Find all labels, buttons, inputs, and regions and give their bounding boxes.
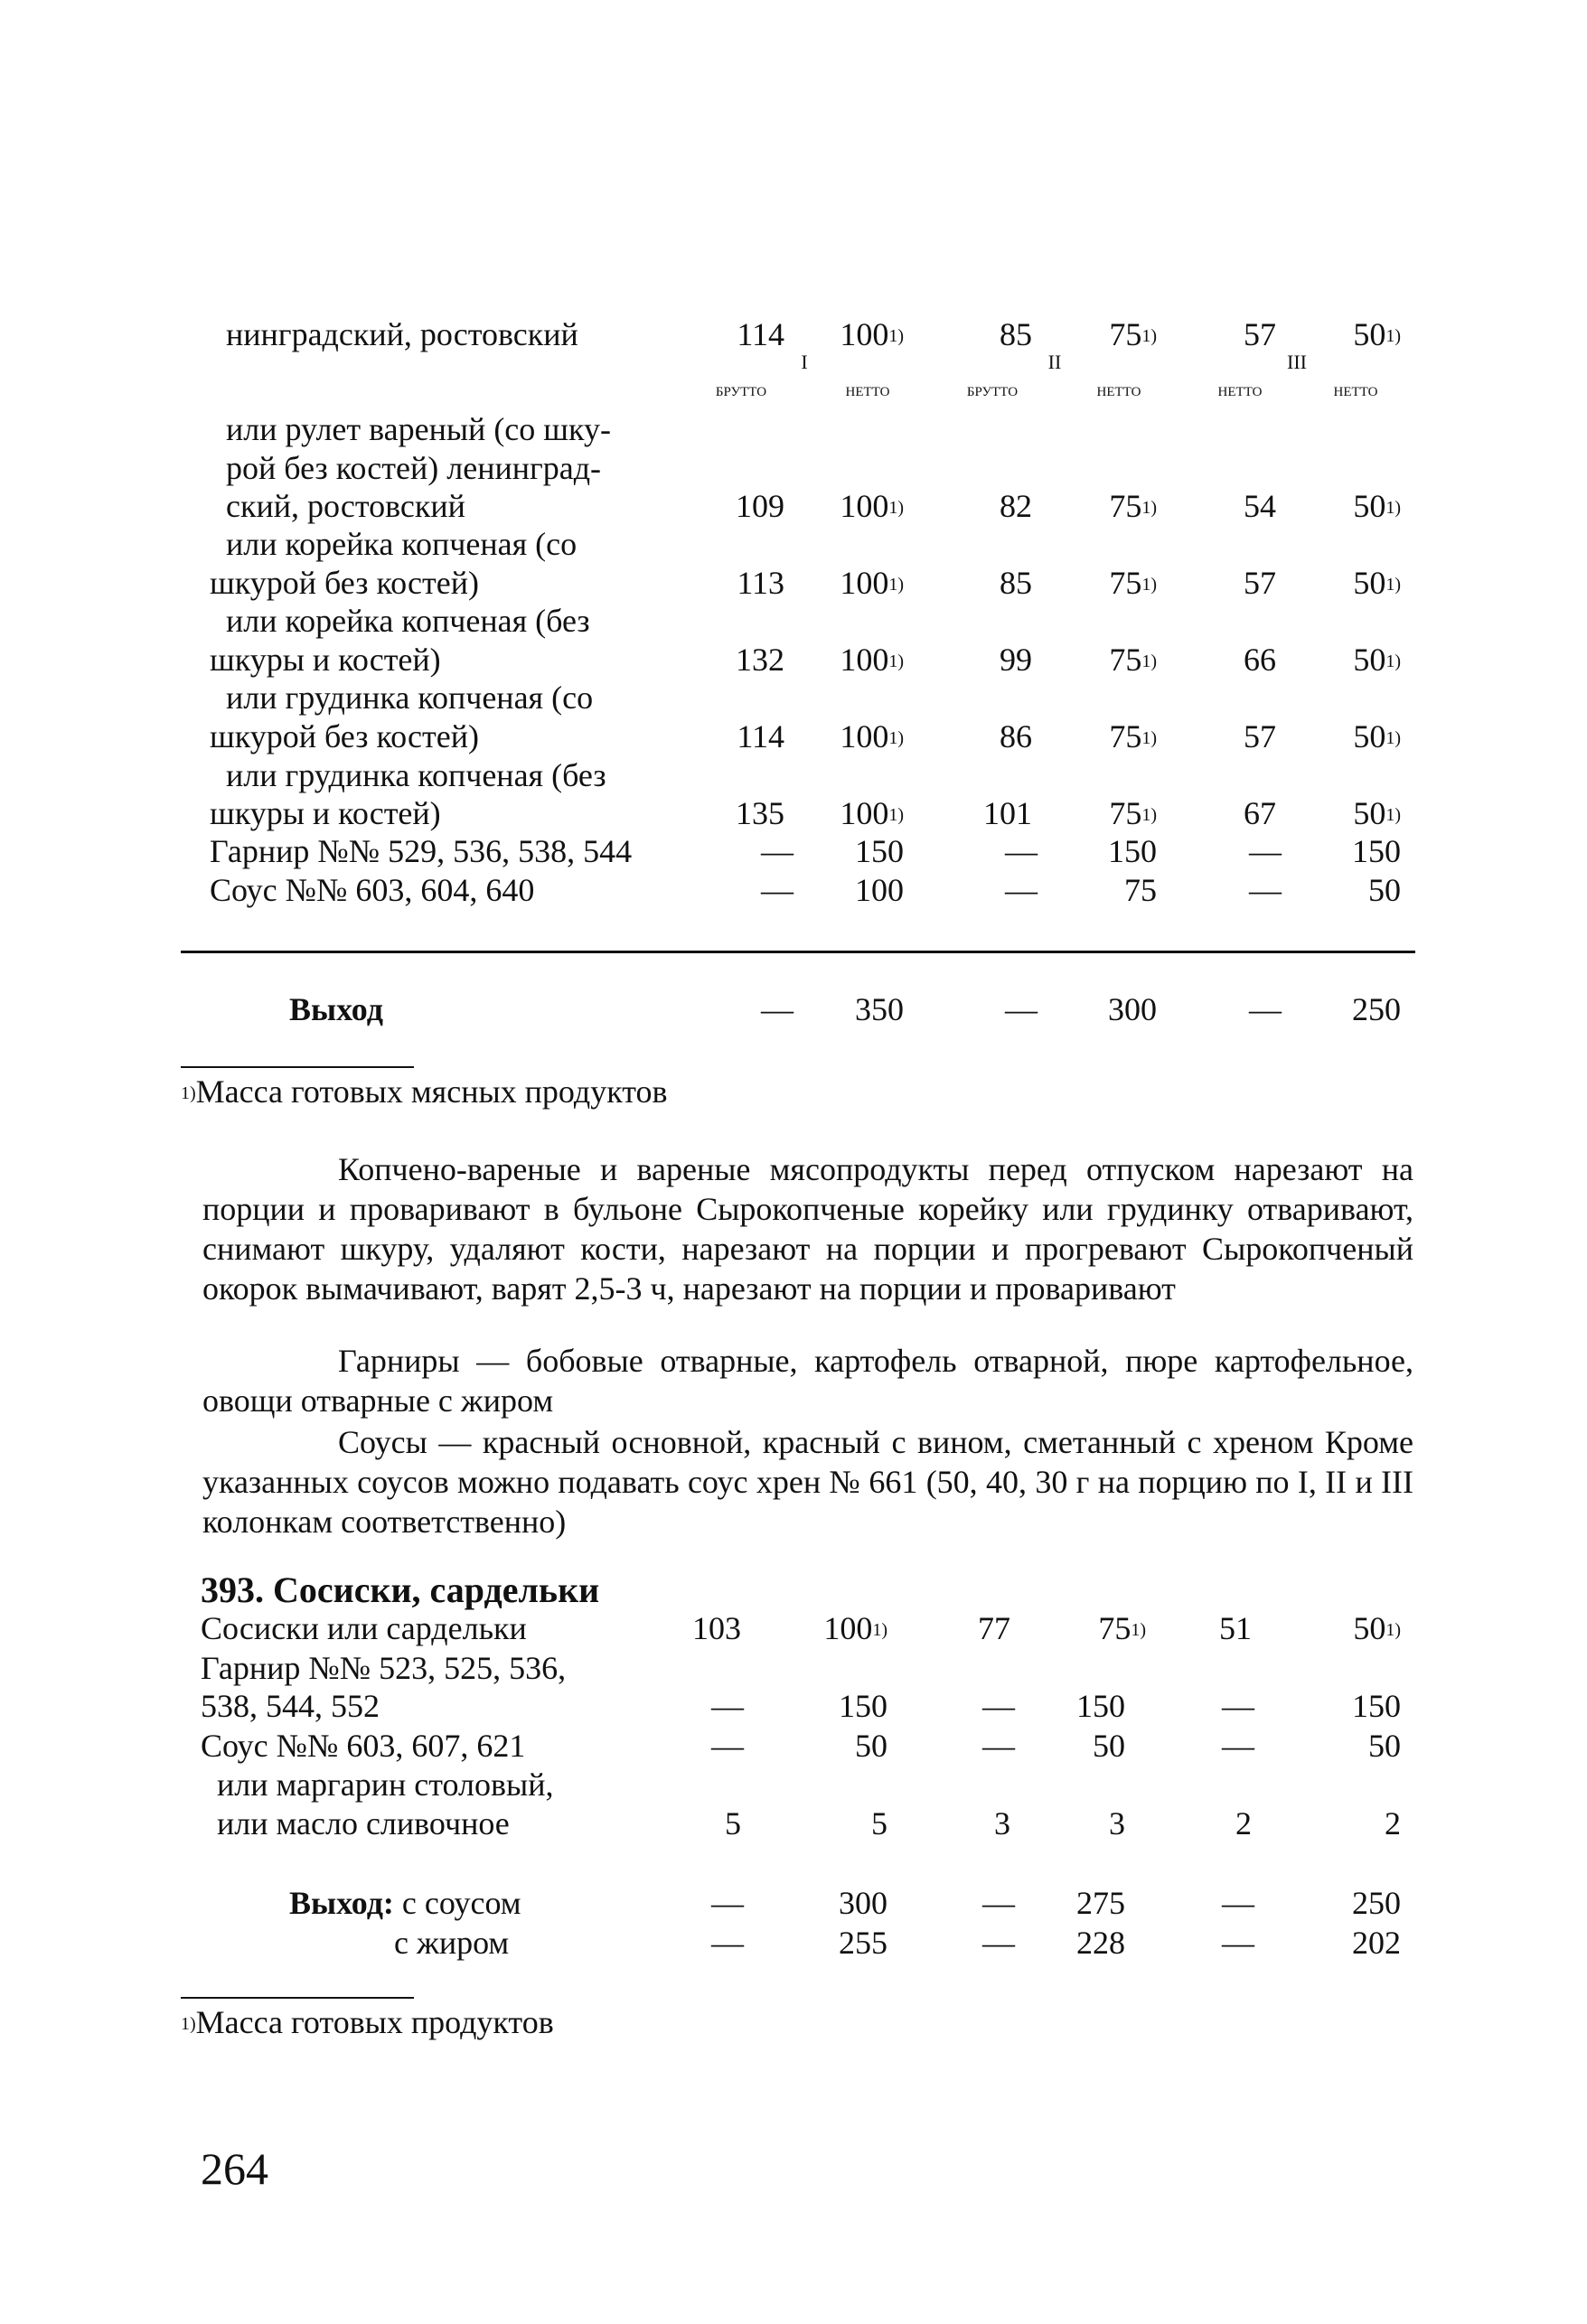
cell — [795, 316, 904, 352]
cell: 255 — [839, 1925, 887, 1961]
cell: 51 — [1219, 1610, 1252, 1646]
footnote-mark: 1) — [1385, 728, 1401, 748]
cell: 2 — [1235, 1805, 1252, 1841]
cell: — — [711, 1925, 744, 1961]
cell: — — [1222, 1925, 1254, 1961]
column-header: нетто — [1333, 378, 1378, 400]
cell-value: 50 — [1353, 642, 1386, 678]
cell: 2 — [1385, 1805, 1401, 1841]
cell — [1292, 316, 1401, 352]
cell-value: 50 — [1353, 488, 1386, 524]
cell-value: 100 — [823, 1610, 873, 1646]
cell: 77 — [978, 1610, 1010, 1646]
paragraph-text: Гарниры — бобовые отварные, картофель отварной, пюре картофельное, овощи отварные с жиром — [202, 1343, 1413, 1419]
cell: 100 — [855, 872, 904, 908]
cell-value: 50 — [1353, 718, 1386, 754]
cell: 350 — [855, 991, 904, 1027]
cell-value: 50 — [1353, 565, 1386, 601]
cell: — — [982, 1925, 1015, 1961]
cell: 300 — [1108, 991, 1157, 1027]
cell-value: 75 — [1109, 795, 1142, 831]
cell: 101 — [983, 795, 1032, 831]
output-row — [289, 1885, 521, 1921]
footnote-mark: 1) — [1131, 1620, 1146, 1640]
footnote-text: Масса готовых продуктов — [195, 2004, 554, 2040]
paragraph-text: Соусы — красный основной, красный с вином, сметанный с хреном Кроме указанных соусов можно подавать соус хрен № 661 (50, 40, 30 г на порцию по I, II и III колонкам соответственно) — [202, 1424, 1413, 1540]
row-label: рой без костей) ленинград- — [226, 450, 602, 486]
footnote-rule — [181, 1066, 414, 1068]
row-label: нинградский, ростовский — [226, 316, 578, 352]
cell — [795, 565, 904, 601]
cell — [779, 1610, 887, 1646]
cell: 67 — [1244, 795, 1276, 831]
cell — [1038, 1610, 1146, 1646]
cell: — — [982, 1885, 1015, 1921]
cell: 50 — [1368, 1728, 1401, 1764]
footnote-mark: 1) — [888, 575, 904, 595]
row-label: Соус №№ 603, 604, 640 — [210, 872, 535, 908]
row-label: или масло сливочное — [217, 1805, 510, 1841]
cell: — — [1005, 872, 1038, 908]
row-label: ский, ростовский — [226, 488, 465, 524]
cell — [1292, 565, 1401, 601]
cell — [1292, 488, 1401, 524]
cell: — — [761, 991, 794, 1027]
cell: 85 — [1000, 565, 1032, 601]
cell: — — [982, 1688, 1015, 1724]
cell: 113 — [737, 565, 784, 601]
footnote-mark: 1) — [888, 498, 904, 518]
footnote-mark: 1) — [888, 651, 904, 671]
cell: 66 — [1244, 642, 1276, 678]
cell: 228 — [1076, 1925, 1125, 1961]
cell-value: 100 — [840, 718, 889, 754]
row-label: Сосиски или сардельки — [201, 1610, 527, 1646]
paragraph — [202, 1149, 1413, 1308]
footnote-mark: 1) — [1385, 498, 1401, 518]
cell: 82 — [1000, 488, 1032, 524]
cell: — — [1222, 1728, 1254, 1764]
cell: — — [1249, 872, 1282, 908]
column-group-label: II — [1047, 351, 1062, 373]
cell: 50 — [1368, 872, 1401, 908]
footnote-mark: 1) — [181, 2014, 196, 2034]
cell: — — [761, 833, 794, 869]
cell: — — [1005, 833, 1038, 869]
row-label: шкурой без костей) — [210, 718, 479, 754]
footnote-mark: 1) — [1141, 805, 1157, 825]
cell: 150 — [855, 833, 904, 869]
footnote-text: Масса готовых мясных продуктов — [195, 1073, 668, 1110]
row-label: шкуры и костей) — [210, 795, 441, 831]
footnote-mark: 1) — [1141, 498, 1157, 518]
footnote — [181, 2004, 554, 2040]
cell: 114 — [737, 718, 784, 754]
cell: 103 — [692, 1610, 741, 1646]
page-number: 264 — [201, 2143, 268, 2194]
row-label: Гарнир №№ 529, 536, 538, 544 — [210, 833, 633, 869]
cell: 50 — [855, 1728, 887, 1764]
column-header: брутто — [966, 378, 1019, 400]
footnote — [181, 1073, 667, 1110]
cell: — — [1005, 991, 1038, 1027]
row-label: Соус №№ 603, 607, 621 — [201, 1728, 526, 1764]
cell: 85 — [1000, 316, 1032, 352]
cell — [1048, 795, 1157, 831]
cell: 300 — [839, 1885, 887, 1921]
cell: — — [761, 872, 794, 908]
cell: 86 — [1000, 718, 1032, 754]
footnote-mark: 1) — [1141, 651, 1157, 671]
cell: — — [1249, 991, 1282, 1027]
cell — [795, 718, 904, 754]
cell: — — [982, 1728, 1015, 1764]
cell — [795, 795, 904, 831]
cell — [1292, 718, 1401, 754]
cell: 5 — [871, 1805, 887, 1841]
paragraph — [202, 1341, 1413, 1420]
footnote-mark: 1) — [1385, 326, 1401, 346]
cell-value: 100 — [840, 316, 889, 352]
cell-value: 100 — [840, 565, 889, 601]
footnote-mark: 1) — [872, 1620, 887, 1640]
cell: 150 — [1352, 1688, 1401, 1724]
row-label: Гарнир №№ 523, 525, 536, — [201, 1650, 567, 1686]
cell — [1048, 316, 1157, 352]
cell: 150 — [1352, 833, 1401, 869]
output-sauce-label: с соусом — [401, 1885, 521, 1921]
column-group-label: III — [1287, 351, 1307, 373]
cell: 150 — [1108, 833, 1157, 869]
cell — [1292, 795, 1401, 831]
output-label: Выход — [289, 991, 383, 1027]
cell-value: 100 — [840, 795, 889, 831]
cell — [795, 642, 904, 678]
cell: — — [711, 1688, 744, 1724]
footnote-mark: 1) — [888, 728, 904, 748]
cell-value: 100 — [840, 488, 889, 524]
cell: 5 — [725, 1805, 741, 1841]
cell — [1292, 1610, 1401, 1646]
cell-value: 50 — [1353, 316, 1386, 352]
cell-value: 75 — [1109, 316, 1142, 352]
cell: 57 — [1244, 316, 1276, 352]
row-label: или корейка копченая (со — [226, 526, 578, 562]
column-header: нетто — [1096, 378, 1141, 400]
cell: 250 — [1352, 991, 1401, 1027]
cell: 57 — [1244, 718, 1276, 754]
cell: — — [1249, 833, 1282, 869]
footnote-mark: 1) — [1385, 575, 1401, 595]
table-rule — [181, 951, 1415, 953]
cell: 3 — [994, 1805, 1010, 1841]
cell: 3 — [1109, 1805, 1125, 1841]
column-header: нетто — [1217, 378, 1263, 400]
cell-value: 50 — [1353, 795, 1386, 831]
cell: 202 — [1352, 1925, 1401, 1961]
cell: — — [711, 1728, 744, 1764]
footnote-mark: 1) — [181, 1083, 196, 1103]
row-label: шкуры и костей) — [210, 642, 441, 678]
output-fat-label: с жиром — [394, 1925, 510, 1961]
footnote-mark: 1) — [1385, 1620, 1401, 1640]
cell: — — [1222, 1885, 1254, 1921]
cell: 150 — [839, 1688, 887, 1724]
row-label: или рулет вареный (со шку- — [226, 411, 611, 447]
footnote-mark: 1) — [1385, 651, 1401, 671]
cell-value: 50 — [1353, 1610, 1386, 1646]
recipe-title: 393. Сосиски, сардельки — [201, 1570, 600, 1610]
cell: — — [711, 1885, 744, 1921]
footnote-mark: 1) — [1141, 728, 1157, 748]
cell — [1292, 642, 1401, 678]
footnote-mark: 1) — [888, 326, 904, 346]
cell-value: 75 — [1109, 565, 1142, 601]
cell — [1048, 488, 1157, 524]
cell: 150 — [1076, 1688, 1125, 1724]
cell: 275 — [1076, 1885, 1125, 1921]
column-group-label: I — [801, 351, 808, 373]
cell: 50 — [1093, 1728, 1125, 1764]
paragraph — [202, 1422, 1413, 1542]
cell: 250 — [1352, 1885, 1401, 1921]
cell: 99 — [1000, 642, 1032, 678]
row-label: 538, 544, 552 — [201, 1688, 380, 1724]
cell-value: 100 — [840, 642, 889, 678]
cell — [1048, 718, 1157, 754]
row-label: или грудинка копченая (без — [226, 757, 606, 793]
cell — [795, 488, 904, 524]
cell-value: 75 — [1098, 1610, 1132, 1646]
cell: — — [1222, 1688, 1254, 1724]
cell: 57 — [1244, 565, 1276, 601]
footnote-mark: 1) — [1385, 805, 1401, 825]
footnote-mark: 1) — [1141, 326, 1157, 346]
cell: 114 — [737, 316, 784, 352]
footnote-mark: 1) — [1141, 575, 1157, 595]
cell: 75 — [1124, 872, 1157, 908]
row-label: или грудинка копченая (со — [226, 679, 594, 716]
cell-value: 75 — [1109, 718, 1142, 754]
cell: 54 — [1244, 488, 1276, 524]
column-header: брутто — [715, 378, 767, 400]
row-label: или маргарин столовый, — [217, 1766, 554, 1803]
cell — [1048, 642, 1157, 678]
cell: 132 — [736, 642, 784, 678]
output-label: Выход: — [289, 1885, 394, 1921]
paragraph-text: Копчено-вареные и вареные мясопродукты перед отпуском нарезают на порции и проваривают в бульоне Сырокопченые корейку или грудинку отваривают, снимают шкуру, удаляют кости, нарезают на порции и прогревают Сырокопченый окорок вымачивают, варят 2,5-3 ч, нарезают на порции и проваривают — [202, 1151, 1413, 1307]
column-header: нетто — [845, 378, 890, 400]
row-label: шкурой без костей) — [210, 565, 479, 601]
footnote-mark: 1) — [888, 805, 904, 825]
cell — [1048, 565, 1157, 601]
row-label: или корейка копченая (без — [226, 603, 590, 639]
cell: 109 — [736, 488, 784, 524]
footnote-rule — [181, 1997, 414, 1999]
cell-value: 75 — [1109, 642, 1142, 678]
cell: 135 — [736, 795, 784, 831]
cell-value: 75 — [1109, 488, 1142, 524]
